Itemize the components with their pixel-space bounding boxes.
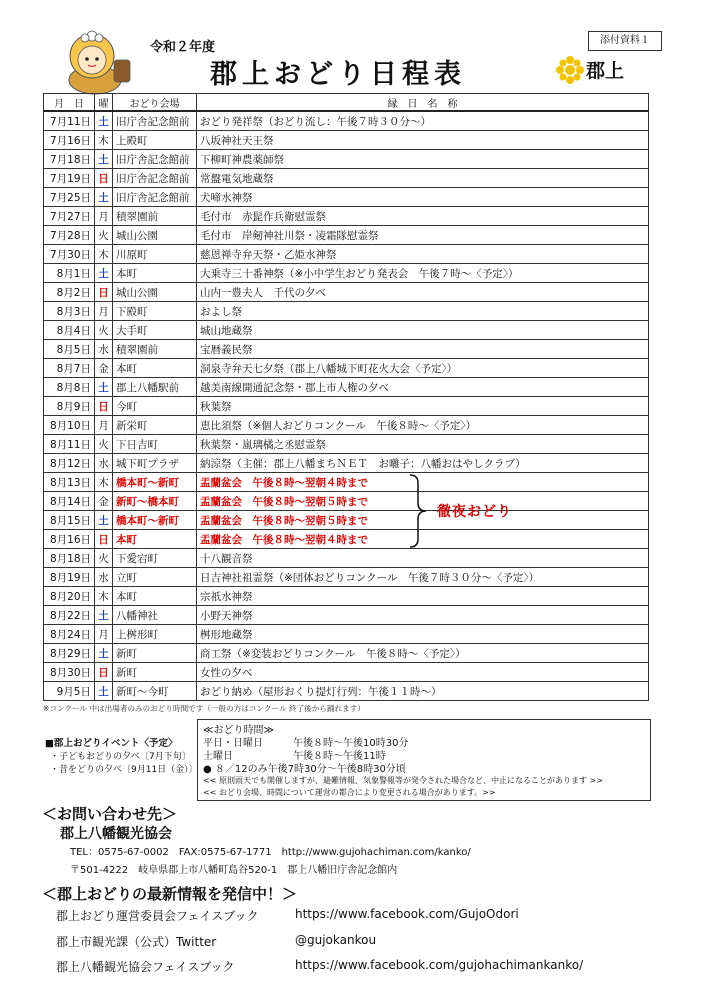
schedule-event: 洞泉寺弁天七夕祭（郡上八幡城下町花火大会〈予定〉） — [197, 359, 649, 378]
twitter-link[interactable]: @gujokankou — [295, 933, 377, 947]
schedule-row — [44, 549, 649, 568]
schedule-table — [43, 93, 649, 701]
events-title: ■郡上おどりイベント〈予定〉 — [45, 738, 178, 749]
schedule-event: 毛付市 赤髭作兵衛慰霊祭 — [197, 207, 649, 226]
schedule-date: 7月30日 — [44, 245, 95, 264]
schedule-event: 盂蘭盆会 午後８時～翌朝５時まで — [197, 492, 649, 511]
schedule-day: 月 — [95, 416, 113, 435]
schedule-date: 8月16日 — [44, 530, 95, 549]
facebook-odori-label: 郡上おどり運営委員会フェイスブック — [56, 909, 259, 923]
schedule-day: 土 — [95, 378, 113, 397]
schedule-venue: 新栄町 — [113, 416, 197, 435]
odori-time-line: 平日・日曜日 午後８時～午後10時30分 — [203, 738, 409, 749]
schedule-venue: 積翠園前 — [113, 207, 197, 226]
schedule-venue: 郡上八幡駅前 — [113, 378, 197, 397]
schedule-row — [44, 625, 649, 644]
schedule-venue: 新町 — [113, 644, 197, 663]
schedule-day: 日 — [95, 169, 113, 188]
schedule-date: 8月15日 — [44, 511, 95, 530]
schedule-day: 火 — [95, 321, 113, 340]
schedule-day: 水 — [95, 454, 113, 473]
schedule-day: 火 — [95, 549, 113, 568]
contact-organization: 郡上八幡観光協会 — [60, 826, 172, 842]
schedule-row — [44, 150, 649, 169]
schedule-day: 木 — [95, 587, 113, 606]
schedule-date: 8月14日 — [44, 492, 95, 511]
schedule-date: 8月12日 — [44, 454, 95, 473]
schedule-date: 8月30日 — [44, 663, 95, 682]
schedule-day: 日 — [95, 397, 113, 416]
facebook-kanko-label: 郡上八幡観光協会フェイスブック — [56, 960, 235, 974]
schedule-row — [44, 606, 649, 625]
odori-time-note: << 原則雨天でも開催しますが、避難情報、気象警報等が発令された場合など、中止になることがあります >> — [203, 776, 603, 785]
schedule-venue: 旧庁舎記念館前 — [113, 188, 197, 207]
schedule-venue: 旧庁舎記念館前 — [113, 111, 197, 131]
schedule-venue: 川原町 — [113, 245, 197, 264]
schedule-row — [44, 188, 649, 207]
schedule-day: 水 — [95, 568, 113, 587]
schedule-event: 小野天神祭 — [197, 606, 649, 625]
schedule-day: 土 — [95, 644, 113, 663]
schedule-row — [44, 568, 649, 587]
schedule-row — [44, 682, 649, 701]
schedule-venue: 本町 — [113, 587, 197, 606]
schedule-day: 土 — [95, 606, 113, 625]
odori-time-box — [197, 719, 651, 801]
schedule-venue: 新町～今町 — [113, 682, 197, 701]
schedule-date: 8月24日 — [44, 625, 95, 644]
schedule-venue: 新町～橋本町 — [113, 492, 197, 511]
schedule-row — [44, 492, 649, 511]
schedule-date: 8月4日 — [44, 321, 95, 340]
event-item: ・子どもおどりの夕べ〔7月下旬〕 — [50, 752, 191, 762]
schedule-day: 月 — [95, 302, 113, 321]
contact-tel-fax-url: TEL：0575-67-0002 FAX:0575-67-1771 http://www.gujohachiman.com/kanko/ — [70, 847, 471, 858]
schedule-date: 8月1日 — [44, 264, 95, 283]
schedule-date: 8月10日 — [44, 416, 95, 435]
schedule-day: 土 — [95, 188, 113, 207]
schedule-venue: 八幡神社 — [113, 606, 197, 625]
schedule-row — [44, 435, 649, 454]
schedule-date: 8月8日 — [44, 378, 95, 397]
schedule-event: 商工祭（※変装おどりコンクール 午後８時～〈予定〉） — [197, 644, 649, 663]
schedule-event: 大乗寺三十番神祭（※小中学生おどり発表会 午後７時～〈予定〉） — [197, 264, 649, 283]
schedule-venue: 橋本町～新町 — [113, 511, 197, 530]
schedule-body — [44, 111, 649, 701]
schedule-venue: 新町 — [113, 663, 197, 682]
twitter-label: 郡上市観光課（公式）Twitter — [56, 935, 217, 949]
day-column-header: 曜 — [95, 94, 113, 112]
schedule-row — [44, 283, 649, 302]
schedule-row — [44, 397, 649, 416]
schedule-date: 8月19日 — [44, 568, 95, 587]
schedule-venue: 下愛宕町 — [113, 549, 197, 568]
schedule-date: 8月18日 — [44, 549, 95, 568]
schedule-day: 土 — [95, 682, 113, 701]
schedule-day: 月 — [95, 625, 113, 644]
tetsuya-brace — [408, 473, 438, 549]
schedule-row — [44, 416, 649, 435]
page-title: 郡上おどり日程表 — [210, 59, 466, 90]
schedule-row — [44, 264, 649, 283]
schedule-row — [44, 340, 649, 359]
odori-time-line: 土曜日 午後８時～午後11時 — [203, 751, 386, 762]
schedule-day: 日 — [95, 663, 113, 682]
schedule-day: 水 — [95, 340, 113, 359]
schedule-event: 秋葉祭 — [197, 397, 649, 416]
schedule-day: 日 — [95, 283, 113, 302]
schedule-date: 8月9日 — [44, 397, 95, 416]
schedule-date: 9月5日 — [44, 682, 95, 701]
schedule-day: 木 — [95, 473, 113, 492]
schedule-event: 宝暦義民祭 — [197, 340, 649, 359]
year-label: 令和２年度 — [150, 40, 216, 55]
schedule-row — [44, 454, 649, 473]
schedule-venue: 積翠園前 — [113, 340, 197, 359]
schedule-date: 7月16日 — [44, 131, 95, 150]
facebook-odori-link[interactable]: https://www.facebook.com/GujoOdori — [295, 907, 519, 921]
schedule-venue: 城山公園 — [113, 226, 197, 245]
schedule-row — [44, 378, 649, 397]
contact-heading: ＜お問い合わせ先＞ — [42, 805, 178, 823]
schedule-date: 8月22日 — [44, 606, 95, 625]
schedule-date: 8月5日 — [44, 340, 95, 359]
schedule-venue: 今町 — [113, 397, 197, 416]
facebook-kanko-link[interactable]: https://www.facebook.com/gujohachimankanko/ — [295, 958, 584, 972]
schedule-event: 秋葉祭・嵐璃橘之丞慰霊祭 — [197, 435, 649, 454]
schedule-date: 7月27日 — [44, 207, 95, 226]
attachment-label: 添付資料１ — [588, 31, 662, 51]
tetsuya-odori-label: 徹夜おどり — [437, 504, 512, 520]
schedule-row — [44, 587, 649, 606]
schedule-event: 下柳町神農薬師祭 — [197, 150, 649, 169]
schedule-date: 7月19日 — [44, 169, 95, 188]
schedule-venue: 下日吉町 — [113, 435, 197, 454]
schedule-event: 納涼祭（主催：郡上八幡まちＮＥＴ お囃子：八幡おはやしクラブ） — [197, 454, 649, 473]
event-item: ・昔をどりの夕べ〔9月11日（金）〕 — [50, 765, 198, 775]
schedule-date: 7月18日 — [44, 150, 95, 169]
schedule-venue: 上殿町 — [113, 131, 197, 150]
schedule-event: 十八観音祭 — [197, 549, 649, 568]
schedule-day: 金 — [95, 359, 113, 378]
schedule-row — [44, 245, 649, 264]
schedule-date: 7月25日 — [44, 188, 95, 207]
schedule-day: 土 — [95, 264, 113, 283]
schedule-row — [44, 169, 649, 188]
schedule-row — [44, 302, 649, 321]
schedule-venue: 旧庁舎記念館前 — [113, 169, 197, 188]
news-heading: ＜郡上おどりの最新情報を発信中！＞ — [42, 885, 298, 903]
schedule-event: 宗祇水神祭 — [197, 587, 649, 606]
schedule-date: 7月11日 — [44, 111, 95, 131]
schedule-day: 木 — [95, 245, 113, 264]
odori-time-line: ● ８／12のみ午後7時30分～午後8時30分頃 — [203, 764, 406, 775]
schedule-event: およし祭 — [197, 302, 649, 321]
schedule-row — [44, 321, 649, 340]
schedule-row — [44, 644, 649, 663]
schedule-row — [44, 111, 649, 131]
contest-note: ※コンクール 中は出場者のみのおどり時間です（一般の方はコンクール 終了後から踊れます） — [43, 704, 365, 713]
schedule-row — [44, 473, 649, 492]
schedule-event: 桝形地蔵祭 — [197, 625, 649, 644]
schedule-day: 火 — [95, 226, 113, 245]
schedule-event: 盂蘭盆会 午後８時～翌朝４時まで — [197, 530, 649, 549]
odori-time-note: << おどり会場、時間について運営の都合により変更される場合があります。>> — [203, 788, 496, 797]
schedule-event: 山内一豊夫人 千代の夕べ — [197, 283, 649, 302]
schedule-event: 女性の夕べ — [197, 663, 649, 682]
schedule-event: 城山地蔵祭 — [197, 321, 649, 340]
schedule-day: 土 — [95, 111, 113, 131]
table-header-row — [44, 94, 649, 112]
schedule-row — [44, 226, 649, 245]
schedule-event: 越美南線開通記念祭・郡上市人権の夕べ — [197, 378, 649, 397]
schedule-event: 盂蘭盆会 午後８時～翌朝４時まで — [197, 473, 649, 492]
schedule-date: 8月13日 — [44, 473, 95, 492]
schedule-row — [44, 207, 649, 226]
schedule-day: 土 — [95, 511, 113, 530]
schedule-day: 火 — [95, 435, 113, 454]
schedule-date: 8月20日 — [44, 587, 95, 606]
schedule-date: 8月11日 — [44, 435, 95, 454]
schedule-venue: 城山公園 — [113, 283, 197, 302]
schedule-event: 恵比須祭（※個人おどりコンクール 午後８時～〈予定〉） — [197, 416, 649, 435]
schedule-venue: 大手町 — [113, 321, 197, 340]
schedule-event: 慈恩禅寺弁天祭・乙姫水神祭 — [197, 245, 649, 264]
schedule-venue: 立町 — [113, 568, 197, 587]
schedule-day: 月 — [95, 207, 113, 226]
contact-address: 〒501-4222 岐阜県郡上市八幡町島谷520-1 郡上八幡旧庁舎記念館内 — [70, 865, 398, 876]
event-column-header: 縁 日 名 称 — [197, 94, 649, 112]
schedule-day: 木 — [95, 131, 113, 150]
schedule-venue: 旧庁舎記念館前 — [113, 150, 197, 169]
schedule-date: 8月2日 — [44, 283, 95, 302]
schedule-row — [44, 663, 649, 682]
schedule-date: 7月28日 — [44, 226, 95, 245]
schedule-date: 8月3日 — [44, 302, 95, 321]
schedule-event: おどり発祥祭（おどり流し：午後７時３０分～） — [197, 111, 649, 131]
schedule-event: 常盤電気地蔵祭 — [197, 169, 649, 188]
schedule-event: 日吉神社祖霊祭（※団体おどりコンクール 午後７時３０分～〈予定〉） — [197, 568, 649, 587]
schedule-day: 土 — [95, 150, 113, 169]
schedule-venue: 本町 — [113, 359, 197, 378]
mascot-illustration — [52, 20, 138, 96]
schedule-event: 毛付市 岸剱神社川祭・凌霜隊慰霊祭 — [197, 226, 649, 245]
schedule-venue: 本町 — [113, 530, 197, 549]
venue-column-header: おどり会場 — [113, 94, 197, 112]
schedule-venue: 本町 — [113, 264, 197, 283]
schedule-venue: 上桝形町 — [113, 625, 197, 644]
schedule-row — [44, 530, 649, 549]
date-column-header: 月 日 — [44, 94, 95, 112]
schedule-event: 八坂神社天王祭 — [197, 131, 649, 150]
schedule-date: 8月7日 — [44, 359, 95, 378]
schedule-day: 日 — [95, 530, 113, 549]
schedule-event: 犬啼水神祭 — [197, 188, 649, 207]
logo-text: 郡上 — [586, 60, 625, 82]
odori-time-title: ≪おどり時間≫ — [203, 725, 274, 736]
schedule-event: 盂蘭盆会 午後８時～翌朝５時まで — [197, 511, 649, 530]
schedule-row — [44, 131, 649, 150]
schedule-row — [44, 359, 649, 378]
schedule-day: 金 — [95, 492, 113, 511]
schedule-row — [44, 511, 649, 530]
schedule-venue: 橋本町～新町 — [113, 473, 197, 492]
schedule-date: 8月29日 — [44, 644, 95, 663]
schedule-event: おどり納め（屋形おくり提灯行列：午後１１時～） — [197, 682, 649, 701]
schedule-venue: 下殿町 — [113, 302, 197, 321]
schedule-venue: 城下町プラザ — [113, 454, 197, 473]
